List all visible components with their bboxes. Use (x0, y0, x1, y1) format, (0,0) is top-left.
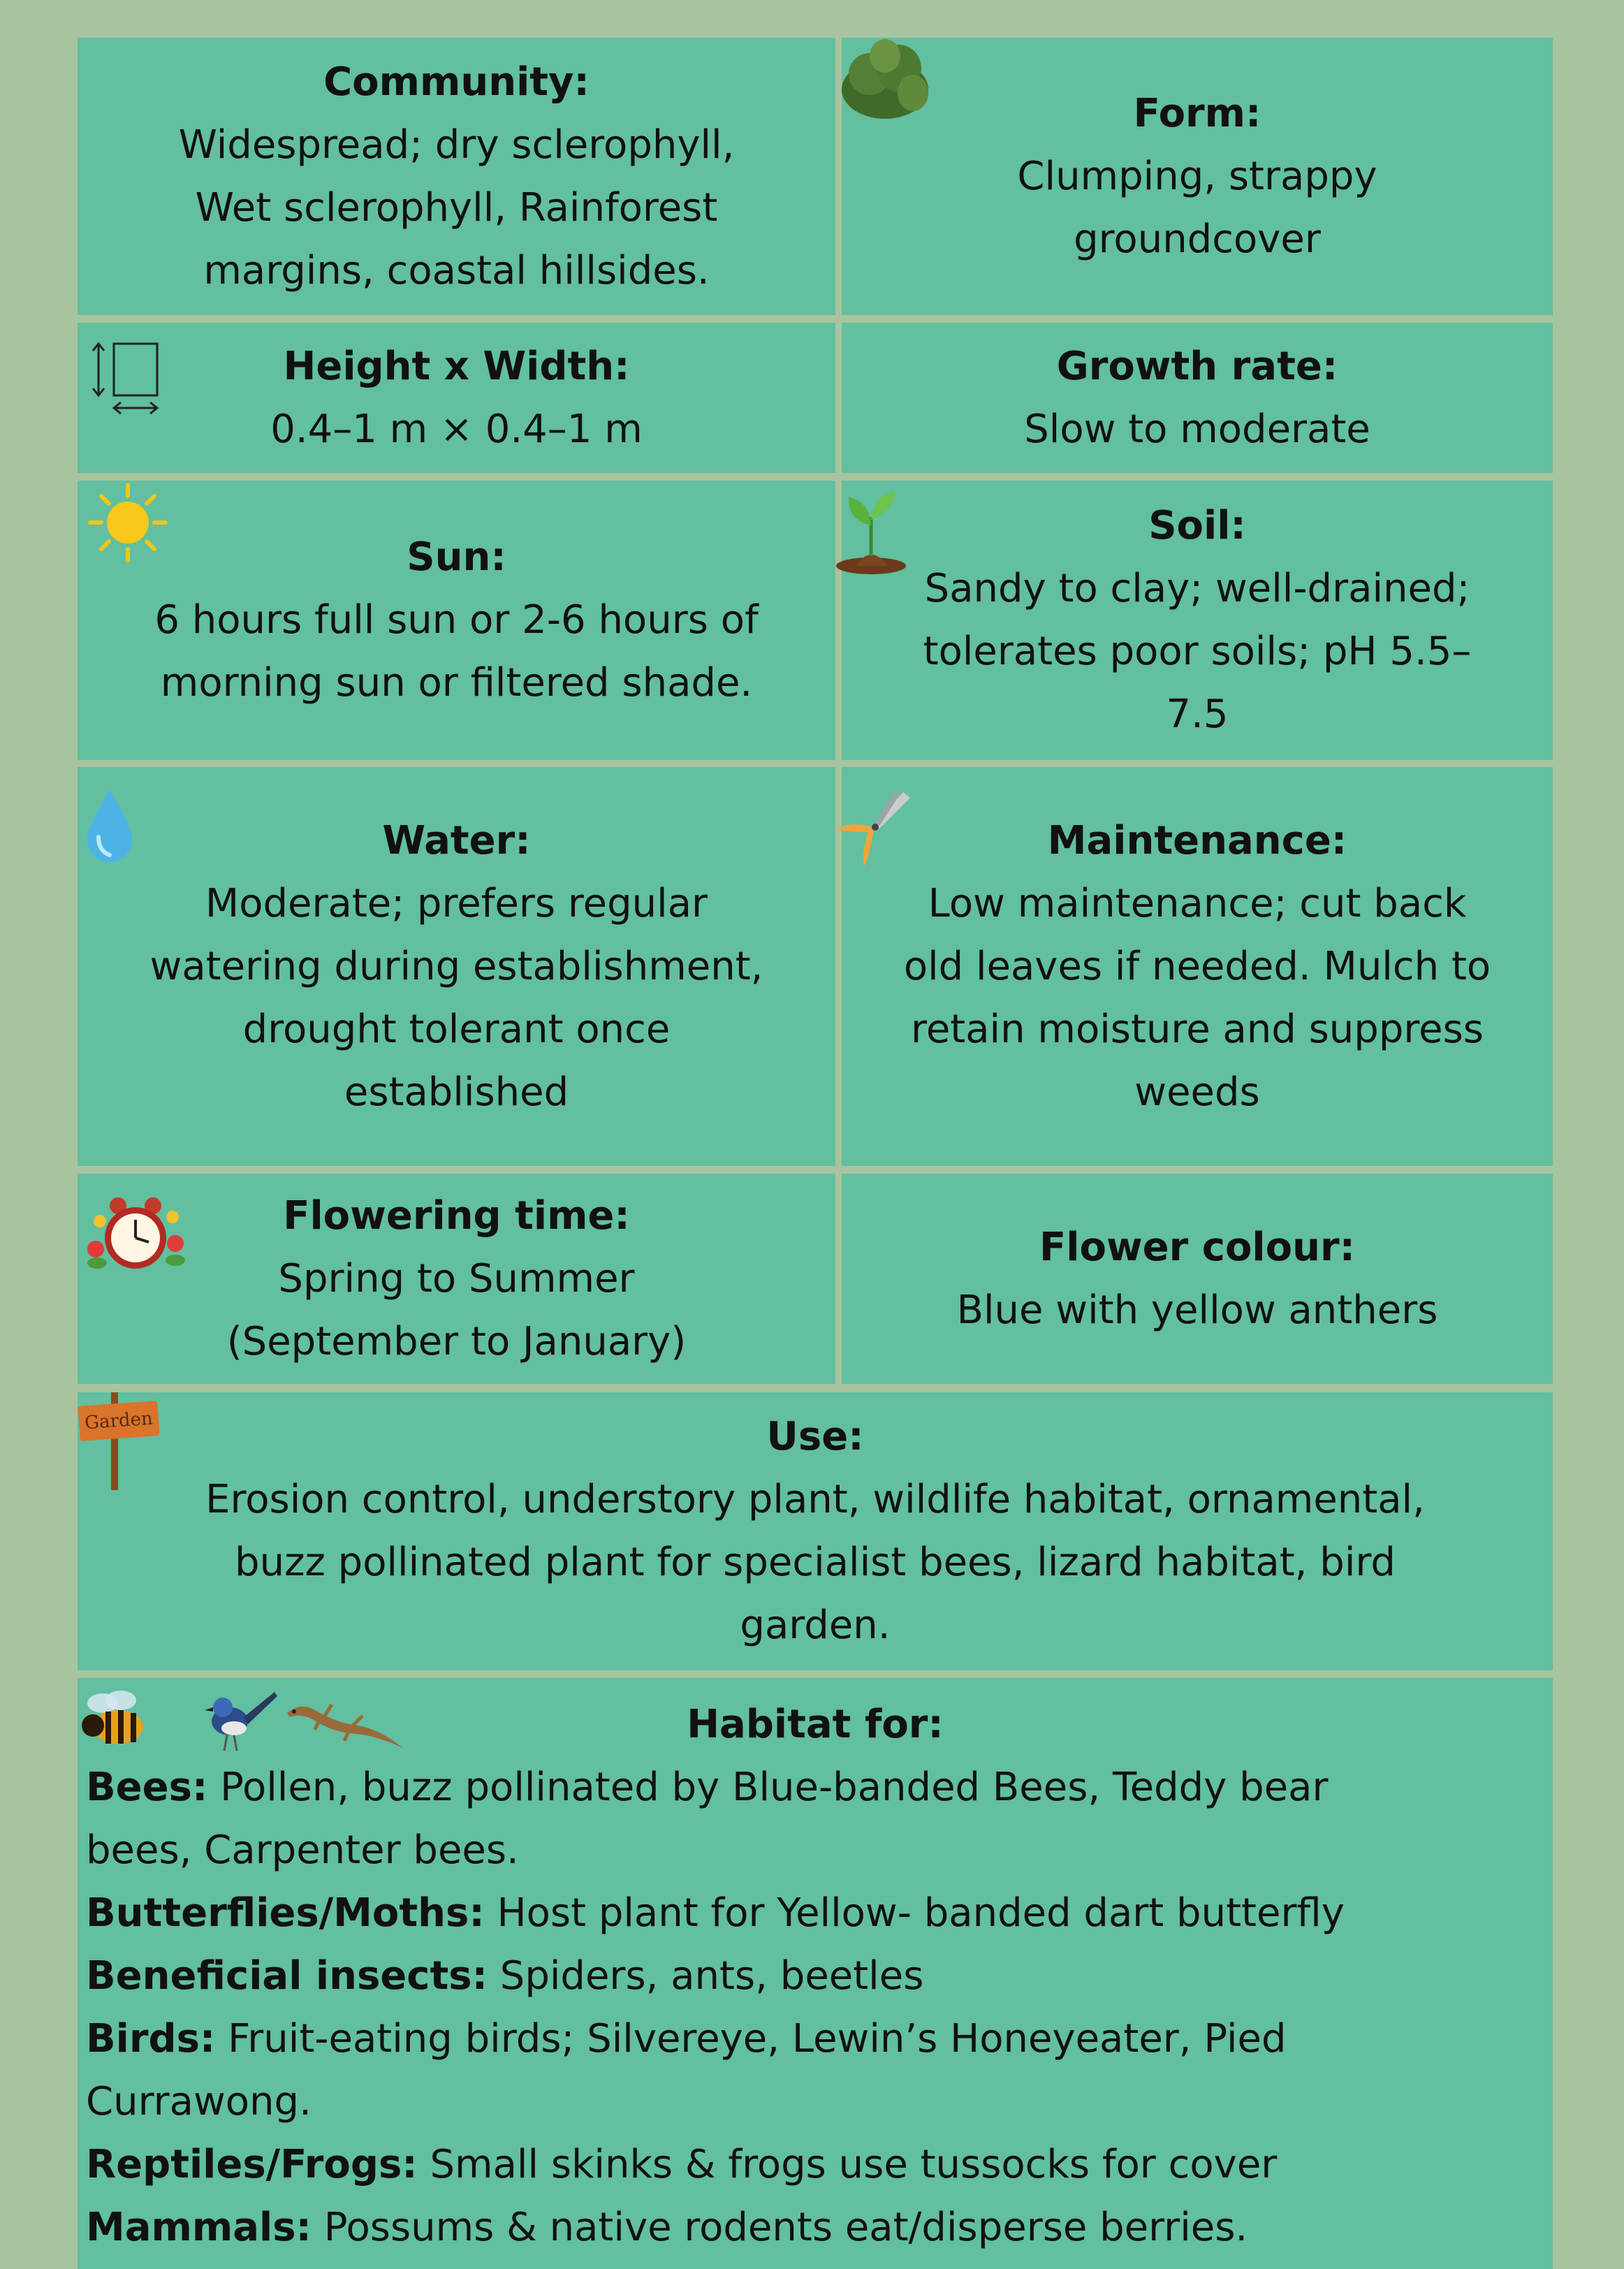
growth-rate-cell (842, 323, 1553, 473)
form-line: groundcover (1074, 216, 1321, 262)
habitat-label: Beneficial insects: (86, 1953, 488, 1999)
seedling-icon (835, 483, 912, 574)
water-drop-icon (82, 787, 138, 867)
habitat-label: Bees: (86, 1765, 208, 1810)
soil-heading: Soil: (1148, 503, 1246, 548)
garden-sign-label: Garden (78, 1401, 159, 1441)
soil-line: Sandy to clay; well-drained; (924, 566, 1470, 611)
habitat-text: Spiders, ants, beetles (487, 1953, 924, 1999)
community-line: margins, coastal hillsides. (203, 247, 710, 293)
flower-colour-cell (842, 1174, 1553, 1384)
garden-sign-icon (78, 1392, 165, 1490)
height-width-heading: Height x Width: (283, 343, 630, 389)
soil-line: 7.5 (1166, 692, 1229, 737)
soil-cell (842, 481, 1553, 760)
community-cell (78, 38, 835, 315)
form-heading: Form: (1133, 90, 1261, 136)
maintenance-line: retain moisture and suppress (911, 1006, 1484, 1052)
flower-colour-heading: Flower colour: (1039, 1224, 1355, 1270)
habitat-text: Host plant for Yellow- banded dart butterfly (484, 1890, 1345, 1936)
sun-line: 6 hours full sun or 2-6 hours of (154, 597, 759, 643)
alarm-clock-icon (83, 1193, 188, 1277)
sun-icon (86, 481, 170, 564)
bird-icon (202, 1686, 279, 1756)
use-cell (78, 1392, 1553, 1670)
flowering-time-line: Spring to Summer (278, 1255, 635, 1301)
maintenance-cell (842, 767, 1553, 1166)
habitat-item-butterflies (78, 1882, 1553, 1945)
water-cell (78, 767, 835, 1166)
height-width-value: 0.4–1 m × 0.4–1 m (270, 406, 643, 452)
habitat-text: Currawong. (86, 2079, 312, 2124)
dimensions-icon (85, 338, 165, 418)
habitat-cell (78, 1678, 1553, 2269)
soil-line: tolerates poor soils; pH 5.5– (923, 629, 1472, 674)
habitat-label: Mammals: (86, 2205, 312, 2250)
shrub-icon (836, 34, 934, 124)
water-line: watering during establishment, (149, 943, 763, 989)
habitat-heading: Habitat for: (687, 1702, 944, 1747)
sun-cell (78, 481, 835, 760)
habitat-item-insects (78, 1945, 1553, 2008)
habitat-label: Reptiles/Frogs: (86, 2142, 418, 2187)
habitat-text: Possums & native rodents eat/disperse berries. (311, 2205, 1248, 2250)
maintenance-line: Low maintenance; cut back (928, 880, 1467, 926)
growth-rate-heading: Growth rate: (1056, 343, 1338, 389)
habitat-item-reptiles (78, 2133, 1553, 2196)
use-line: buzz pollinated plant for specialist bees, lizard habitat, bird (235, 1540, 1396, 1585)
form-cell (842, 38, 1553, 315)
maintenance-line: weeds (1134, 1069, 1260, 1115)
habitat-item-mammals (78, 2196, 1553, 2259)
habitat-text: Fruit-eating birds; Silvereye, Lewin’s Honeyeater, Pied (215, 2016, 1287, 2062)
habitat-item-birds-cont (78, 2071, 1553, 2133)
sun-heading: Sun: (407, 534, 506, 580)
form-line: Clumping, strappy (1017, 153, 1377, 199)
flowering-time-heading: Flowering time: (283, 1192, 630, 1239)
bee-icon (78, 1686, 154, 1756)
flower-colour-value: Blue with yellow anthers (956, 1287, 1438, 1333)
growth-rate-value: Slow to moderate (1024, 406, 1370, 452)
habitat-item-bees (78, 1756, 1553, 1819)
use-line: Erosion control, understory plant, wildlife habitat, ornamental, (205, 1477, 1425, 1522)
water-heading: Water: (382, 817, 531, 863)
flowering-time-cell (78, 1174, 835, 1384)
community-line: Widespread; dry sclerophyll, (178, 122, 735, 168)
water-line: established (344, 1069, 569, 1115)
maintenance-line: old leaves if needed. Mulch to (903, 943, 1491, 989)
height-width-cell (78, 323, 835, 473)
community-heading: Community: (323, 59, 590, 105)
flowering-time-line: (September to January) (226, 1318, 687, 1364)
habitat-label: Butterflies/Moths: (86, 1890, 485, 1936)
habitat-item-bees-cont (78, 1819, 1553, 1882)
use-line: garden. (740, 1603, 891, 1648)
habitat-text: Small skinks & frogs use tussocks for cover (417, 2142, 1278, 2187)
water-line: Moderate; prefers regular (205, 880, 708, 926)
habitat-text: Pollen, buzz pollinated by Blue-banded Bees, Teddy bear (207, 1765, 1329, 1810)
sun-line: morning sun or filtered shade. (160, 660, 753, 706)
water-line: drought tolerant once (242, 1006, 671, 1052)
use-heading: Use: (766, 1414, 864, 1459)
habitat-item-birds (78, 2008, 1553, 2071)
maintenance-heading: Maintenance: (1047, 817, 1347, 863)
lizard-icon (280, 1692, 406, 1755)
habitat-label: Birds: (86, 2016, 216, 2062)
habitat-text: bees, Carpenter bees. (86, 1827, 519, 1873)
community-line: Wet sclerophyll, Rainforest (195, 184, 718, 231)
pruning-shears-icon (833, 788, 917, 872)
